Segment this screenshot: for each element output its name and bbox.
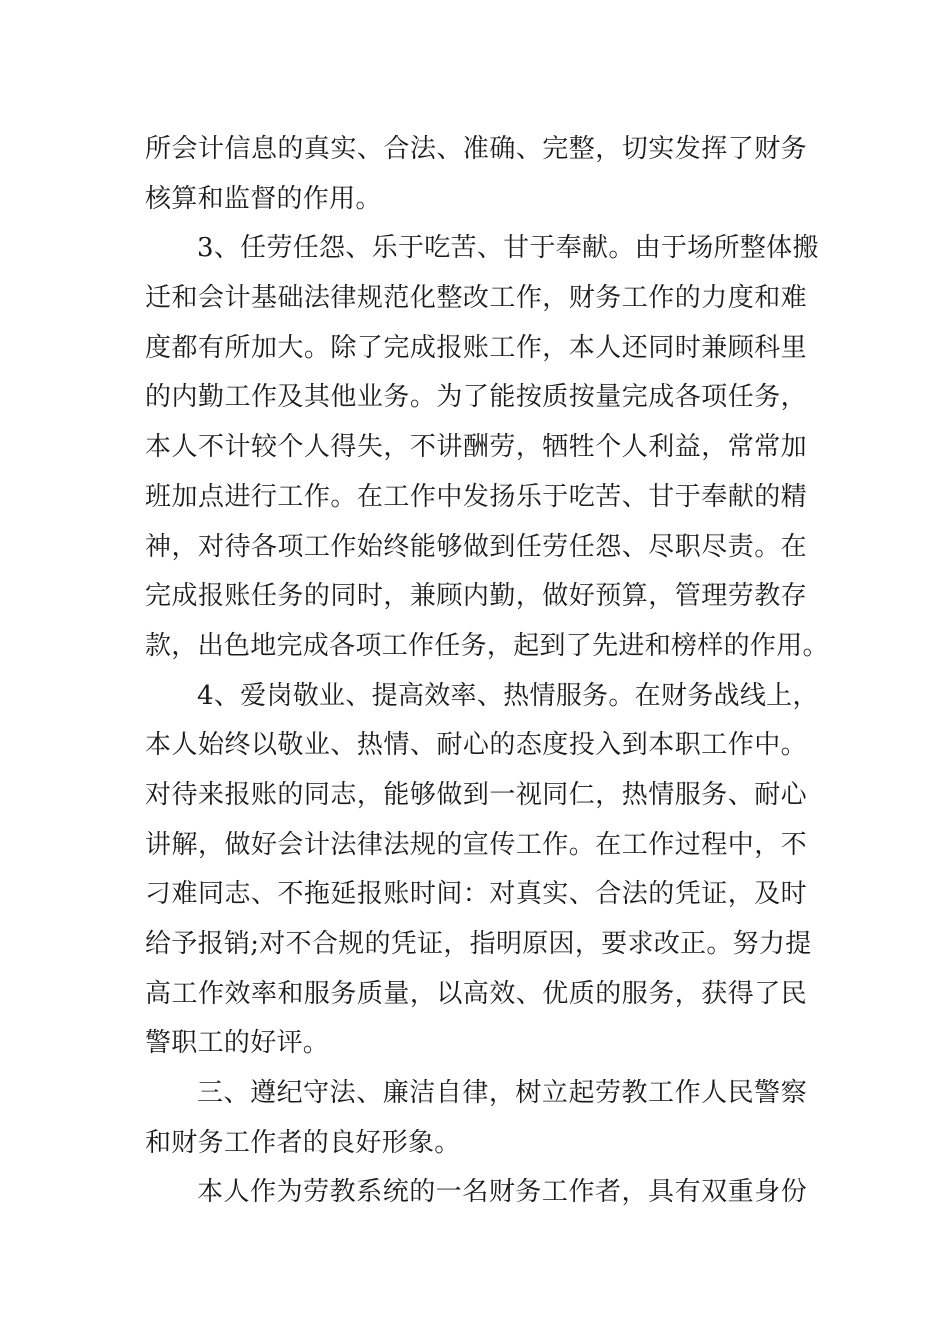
section-heading-line: 和财务工作者的良好形象。 bbox=[145, 1127, 461, 1158]
text-line: 给予报销;对不合规的凭证，指明原因，要求改正。努力提 bbox=[145, 929, 812, 959]
text-line: 所会计信息的真实、合法、准确、完整，切实发挥了财务 bbox=[145, 134, 807, 164]
section-heading-line: 三、遵纪守法、廉洁自律，树立起劳教工作人民警察 bbox=[197, 1078, 807, 1109]
document-body bbox=[145, 125, 829, 1218]
text-line: 讲解，做好会计法律法规的宣传工作。在工作过程中，不 bbox=[145, 829, 807, 860]
paragraph-start-line: 本人作为劳教系统的一名财务工作者，具有双重身份 bbox=[197, 1177, 807, 1208]
text-line: 本人始终以敬业、热情、耐心的态度投入到本职工作中。 bbox=[145, 730, 807, 761]
text-line: 款，出色地完成各项工作任务，起到了先进和榜样的作用。 bbox=[145, 630, 829, 661]
text-line: 班加点进行工作。在工作中发扬乐于吃苦、甘于奉献的精 bbox=[145, 481, 807, 512]
paragraph-start-line: 3、任劳任怨、乐于吃苦、甘于奉献。由于场所整体搬 bbox=[197, 233, 819, 264]
text-line: 本人不计较个人得失，不讲酬劳，牺牲个人利益，常常加 bbox=[145, 432, 807, 463]
paragraph-start-line: 4、爱岗敬业、提高效率、热情服务。在财务战线上， bbox=[197, 680, 819, 711]
text-line: 迁和会计基础法律规范化整改工作，财务工作的力度和难 bbox=[145, 283, 807, 314]
text-line: 警职工的好评。 bbox=[145, 1028, 330, 1059]
text-line: 度都有所加大。除了完成报账工作，本人还同时兼顾科里 bbox=[145, 332, 807, 363]
text-line: 对待来报账的同志，能够做到一视同仁，热情服务、耐心 bbox=[145, 779, 807, 810]
text-line: 神，对待各项工作始终能够做到任劳任怨、尽职尽责。在 bbox=[145, 531, 807, 562]
text-line: 核算和监督的作用。 bbox=[145, 183, 382, 214]
text-line: 刁难同志、不拖延报账时间：对真实、合法的凭证，及时 bbox=[145, 879, 807, 910]
text-line: 完成报账任务的同时，兼顾内勤，做好预算，管理劳教存 bbox=[145, 581, 807, 612]
text-line: 高工作效率和服务质量，以高效、优质的服务，获得了民 bbox=[145, 978, 807, 1009]
text-line: 的内勤工作及其他业务。为了能按质按量完成各项任务， bbox=[145, 382, 807, 413]
